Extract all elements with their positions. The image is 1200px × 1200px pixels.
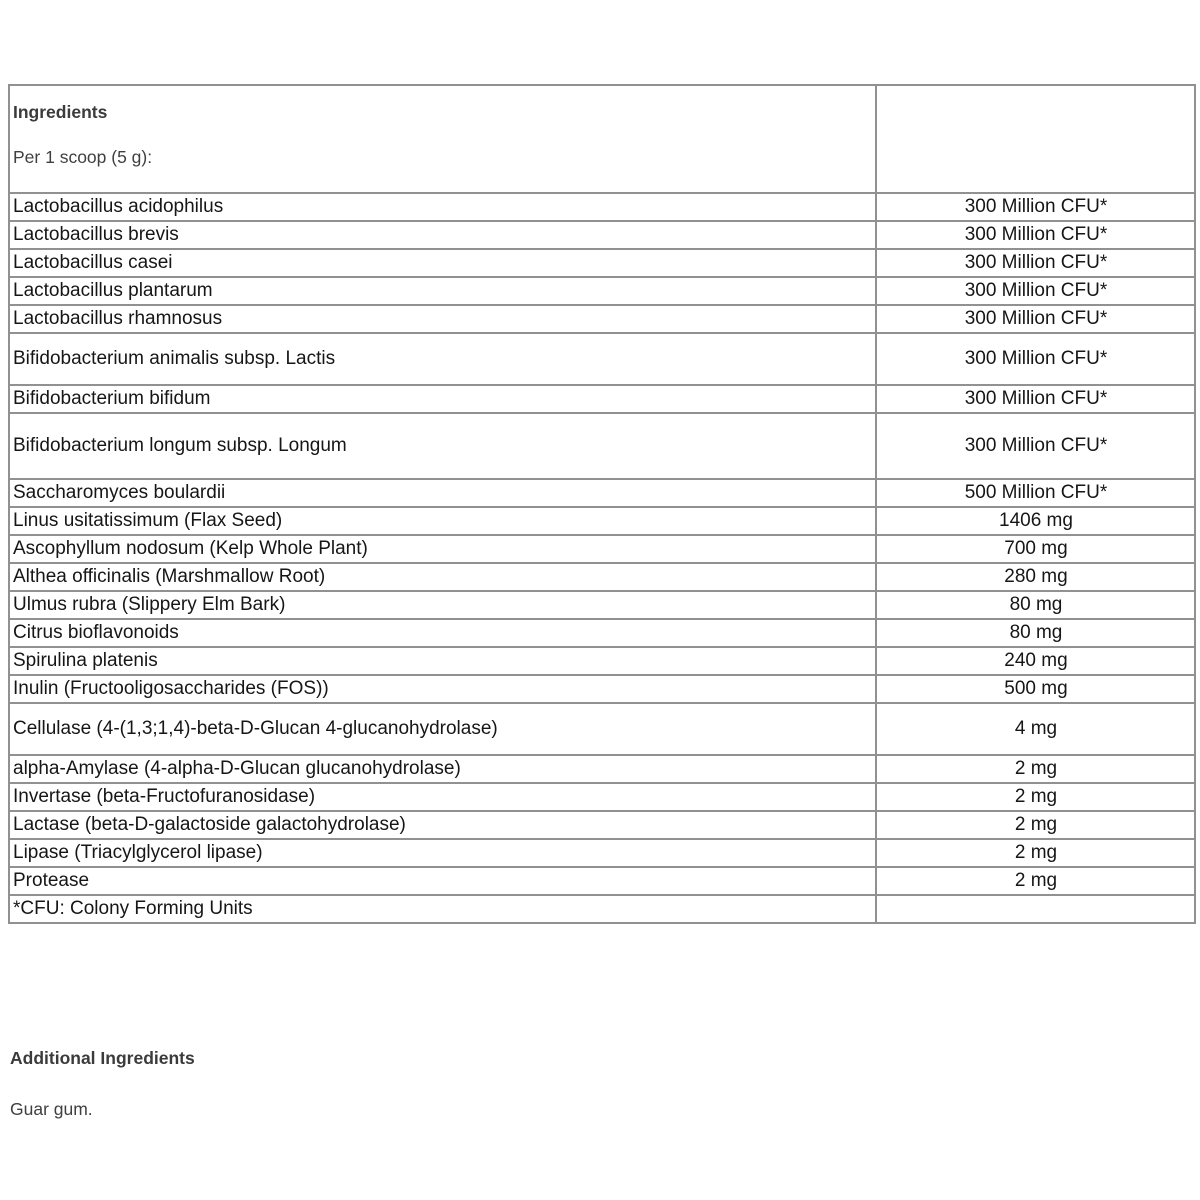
ingredient-value-cell: 280 mg — [876, 563, 1195, 591]
ingredient-value-cell: 2 mg — [876, 783, 1195, 811]
ingredient-value-cell: 500 mg — [876, 675, 1195, 703]
additional-ingredients-text: Guar gum. — [10, 1099, 93, 1119]
table-row — [9, 839, 1195, 867]
ingredient-value-cell: 700 mg — [876, 535, 1195, 563]
ingredient-value-cell: 300 Million CFU* — [876, 249, 1195, 277]
ingredient-value-cell: 300 Million CFU* — [876, 333, 1195, 385]
ingredient-value-cell — [876, 895, 1195, 923]
ingredient-name-cell: Lactobacillus brevis — [9, 221, 876, 249]
ingredient-name-cell: Lactobacillus acidophilus — [9, 193, 876, 221]
ingredient-name-cell: Bifidobacterium longum subsp. Longum — [9, 413, 876, 479]
ingredient-value-cell: 500 Million CFU* — [876, 479, 1195, 507]
table-row — [9, 703, 1195, 755]
ingredient-value-cell: 240 mg — [876, 647, 1195, 675]
ingredient-value-cell: 80 mg — [876, 591, 1195, 619]
table-row — [9, 249, 1195, 277]
table-row — [9, 591, 1195, 619]
ingredient-name-cell: Bifidobacterium animalis subsp. Lactis — [9, 333, 876, 385]
table-row — [9, 755, 1195, 783]
table-row — [9, 535, 1195, 563]
ingredient-value-cell: 4 mg — [876, 703, 1195, 755]
ingredient-name-cell: Saccharomyces boulardii — [9, 479, 876, 507]
table-row — [9, 811, 1195, 839]
table-header-empty-cell — [876, 85, 1195, 193]
table-row — [9, 783, 1195, 811]
ingredient-name-cell: Ulmus rubra (Slippery Elm Bark) — [9, 591, 876, 619]
ingredient-name-cell: Lipase (Triacylglycerol lipase) — [9, 839, 876, 867]
ingredient-name-cell: Citrus bioflavonoids — [9, 619, 876, 647]
ingredient-value-cell: 2 mg — [876, 839, 1195, 867]
table-row — [9, 867, 1195, 895]
ingredient-name-cell: Spirulina platenis — [9, 647, 876, 675]
table-row — [9, 507, 1195, 535]
table-row — [9, 193, 1195, 221]
ingredient-value-cell: 2 mg — [876, 867, 1195, 895]
table-row — [9, 895, 1195, 923]
ingredient-value-cell: 2 mg — [876, 811, 1195, 839]
table-row — [9, 675, 1195, 703]
ingredient-name-cell: Linus usitatissimum (Flax Seed) — [9, 507, 876, 535]
ingredients-table-container — [8, 84, 1196, 924]
table-header-cell — [9, 85, 876, 193]
ingredient-name-cell: alpha-Amylase (4-alpha-D-Glucan glucanohydrolase) — [9, 755, 876, 783]
ingredient-value-cell: 300 Million CFU* — [876, 277, 1195, 305]
ingredient-value-cell: 300 Million CFU* — [876, 221, 1195, 249]
table-row — [9, 619, 1195, 647]
ingredient-value-cell: 300 Million CFU* — [876, 305, 1195, 333]
ingredient-name-cell: Protease — [9, 867, 876, 895]
ingredient-name-cell: Lactobacillus plantarum — [9, 277, 876, 305]
table-row — [9, 305, 1195, 333]
table-row — [9, 563, 1195, 591]
table-row — [9, 479, 1195, 507]
additional-ingredients-section — [10, 1048, 910, 1120]
ingredient-name-cell: Ascophyllum nodosum (Kelp Whole Plant) — [9, 535, 876, 563]
ingredient-value-cell: 300 Million CFU* — [876, 385, 1195, 413]
ingredient-name-cell: *CFU: Colony Forming Units — [9, 895, 876, 923]
table-row — [9, 333, 1195, 385]
additional-ingredients-heading: Additional Ingredients — [10, 1048, 195, 1068]
ingredient-name-cell: Inulin (Fructooligosaccharides (FOS)) — [9, 675, 876, 703]
table-row — [9, 413, 1195, 479]
ingredient-name-cell: Lactobacillus casei — [9, 249, 876, 277]
table-row — [9, 385, 1195, 413]
ingredient-name-cell: Lactase (beta-D-galactoside galactohydrolase) — [9, 811, 876, 839]
ingredient-name-cell: Bifidobacterium bifidum — [9, 385, 876, 413]
ingredient-name-cell: Invertase (beta-Fructofuranosidase) — [9, 783, 876, 811]
ingredients-table — [8, 84, 1196, 924]
ingredient-name-cell: Althea officinalis (Marshmallow Root) — [9, 563, 876, 591]
table-row — [9, 647, 1195, 675]
ingredient-name-cell: Lactobacillus rhamnosus — [9, 305, 876, 333]
table-row — [9, 221, 1195, 249]
ingredient-name-cell: Cellulase (4-(1,3;1,4)-beta-D-Glucan 4-glucanohydrolase) — [9, 703, 876, 755]
ingredient-value-cell: 1406 mg — [876, 507, 1195, 535]
serving-size-label: Per 1 scoop (5 g): — [13, 146, 153, 167]
ingredient-value-cell: 300 Million CFU* — [876, 413, 1195, 479]
ingredient-value-cell: 80 mg — [876, 619, 1195, 647]
ingredients-heading: Ingredients — [13, 102, 108, 122]
table-header-row — [9, 85, 1195, 193]
ingredient-value-cell: 300 Million CFU* — [876, 193, 1195, 221]
table-row — [9, 277, 1195, 305]
ingredient-value-cell: 2 mg — [876, 755, 1195, 783]
